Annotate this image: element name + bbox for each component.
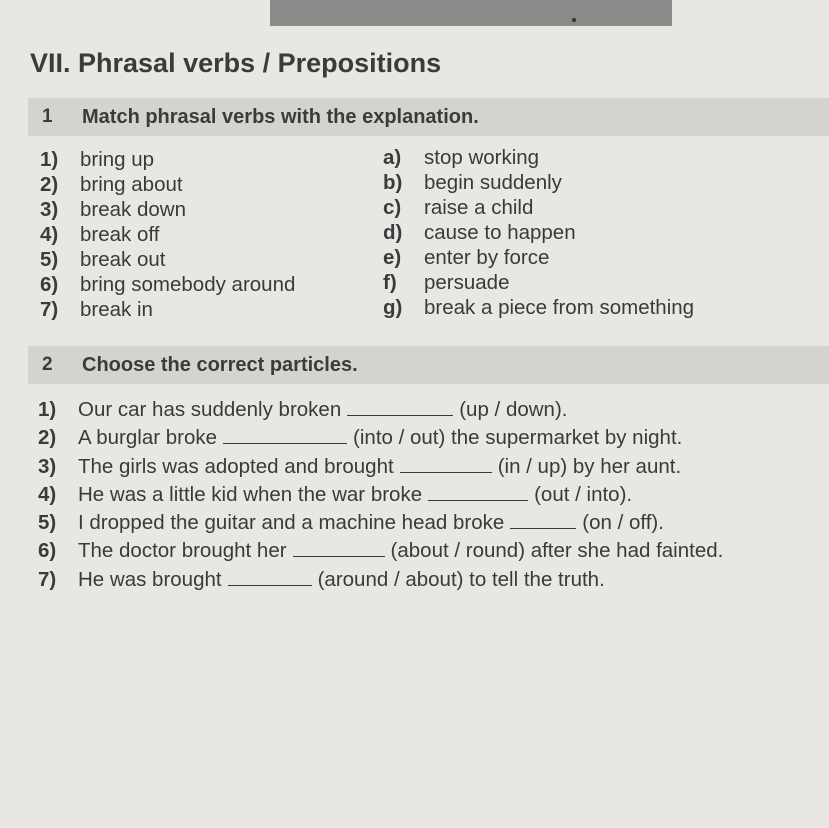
answer-blank[interactable] xyxy=(510,510,576,529)
item-number: 1) xyxy=(38,398,57,421)
list-item xyxy=(383,245,694,270)
section-title: VII. Phrasal verbs / Prepositions xyxy=(30,48,442,78)
item-number: 6) xyxy=(40,273,59,296)
list-item xyxy=(383,170,694,195)
sentence-list xyxy=(38,396,723,594)
explanation: begin suddenly xyxy=(424,171,562,194)
explanation: break a piece from something xyxy=(424,296,695,319)
list-item xyxy=(38,509,723,537)
phrasal-verb: break out xyxy=(80,248,166,271)
phrasal-verb-list xyxy=(40,147,295,322)
item-number: 5) xyxy=(40,248,59,271)
explanation-list xyxy=(383,145,694,320)
sentence-choices: (about / round) after she had fainted. xyxy=(390,539,724,563)
item-letter: b) xyxy=(383,171,403,194)
sentence-choices: (into / out) the supermarket by night. xyxy=(353,426,683,450)
list-item xyxy=(383,220,694,245)
list-item xyxy=(38,396,723,424)
sentence-choices: (out / into). xyxy=(534,482,633,506)
exercise-1-header xyxy=(28,98,829,136)
phrasal-verb: break down xyxy=(80,198,186,221)
item-number: 3) xyxy=(40,198,59,221)
phrasal-verb: break in xyxy=(80,298,153,321)
exercise-2-header xyxy=(28,346,829,384)
sentence-choices: (on / off). xyxy=(582,511,664,535)
sentence-choices: (up / down). xyxy=(459,398,568,421)
phrasal-verb: bring up xyxy=(80,148,155,171)
list-item xyxy=(383,270,694,295)
explanation: raise a child xyxy=(424,196,534,219)
sentence-start: Our car has suddenly broken xyxy=(78,398,342,421)
answer-blank[interactable] xyxy=(228,567,312,586)
item-number: 2) xyxy=(38,426,57,450)
item-number: 5) xyxy=(38,511,57,535)
top-dark-strip xyxy=(270,0,672,26)
explanation: enter by force xyxy=(424,246,550,269)
answer-blank[interactable] xyxy=(223,425,347,444)
phrasal-verb: break off xyxy=(80,223,160,246)
list-item xyxy=(40,297,295,322)
phrasal-verb: bring about xyxy=(80,173,183,196)
exercise-2-instruction: Choose the correct particles. xyxy=(82,354,358,376)
item-number: 1) xyxy=(40,148,59,171)
explanation: stop working xyxy=(424,146,540,169)
list-item xyxy=(40,147,295,172)
list-item xyxy=(38,566,723,594)
list-item xyxy=(40,272,295,297)
phrasal-verb: bring somebody around xyxy=(80,273,296,296)
exercise-1-number: 1 xyxy=(42,106,53,127)
list-item xyxy=(38,424,723,452)
sentence-start: The girls was adopted and brought xyxy=(78,454,394,478)
item-number: 6) xyxy=(38,539,57,563)
explanation: persuade xyxy=(424,271,510,294)
item-letter: g) xyxy=(383,296,403,319)
explanation: cause to happen xyxy=(424,221,576,244)
item-number: 4) xyxy=(40,223,59,246)
sentence-start: The doctor brought her xyxy=(78,539,287,563)
item-number: 7) xyxy=(38,567,57,591)
top-dot xyxy=(572,18,576,22)
item-letter: f) xyxy=(383,271,397,294)
list-item xyxy=(383,145,694,170)
item-letter: a) xyxy=(383,146,402,169)
item-number: 3) xyxy=(38,454,57,478)
item-number: 4) xyxy=(38,482,57,506)
list-item xyxy=(40,222,295,247)
sentence-start: A burglar broke xyxy=(78,426,218,450)
item-letter: d) xyxy=(383,221,403,244)
answer-blank[interactable] xyxy=(347,397,453,416)
exercise-1-instruction: Match phrasal verbs with the explanation. xyxy=(82,106,479,128)
list-item xyxy=(383,195,694,220)
item-letter: e) xyxy=(383,246,402,269)
sentence-start: He was a little kid when the war broke xyxy=(78,482,423,506)
exercise-2-number: 2 xyxy=(42,354,53,375)
sentence-choices: (around / about) to tell the truth. xyxy=(317,567,605,591)
list-item xyxy=(38,537,723,565)
list-item xyxy=(383,295,694,320)
item-number: 7) xyxy=(40,298,59,321)
list-item xyxy=(40,247,295,272)
answer-blank[interactable] xyxy=(400,454,492,473)
item-letter: c) xyxy=(383,196,402,219)
list-item xyxy=(38,453,723,481)
sentence-choices: (in / up) by her aunt. xyxy=(497,454,682,478)
list-item xyxy=(40,172,295,197)
answer-blank[interactable] xyxy=(293,538,385,557)
item-number: 2) xyxy=(40,173,59,196)
sentence-start: I dropped the guitar and a machine head broke xyxy=(78,511,505,535)
list-item xyxy=(40,197,295,222)
list-item xyxy=(38,481,723,509)
answer-blank[interactable] xyxy=(428,482,528,501)
sentence-start: He was brought xyxy=(78,567,222,591)
